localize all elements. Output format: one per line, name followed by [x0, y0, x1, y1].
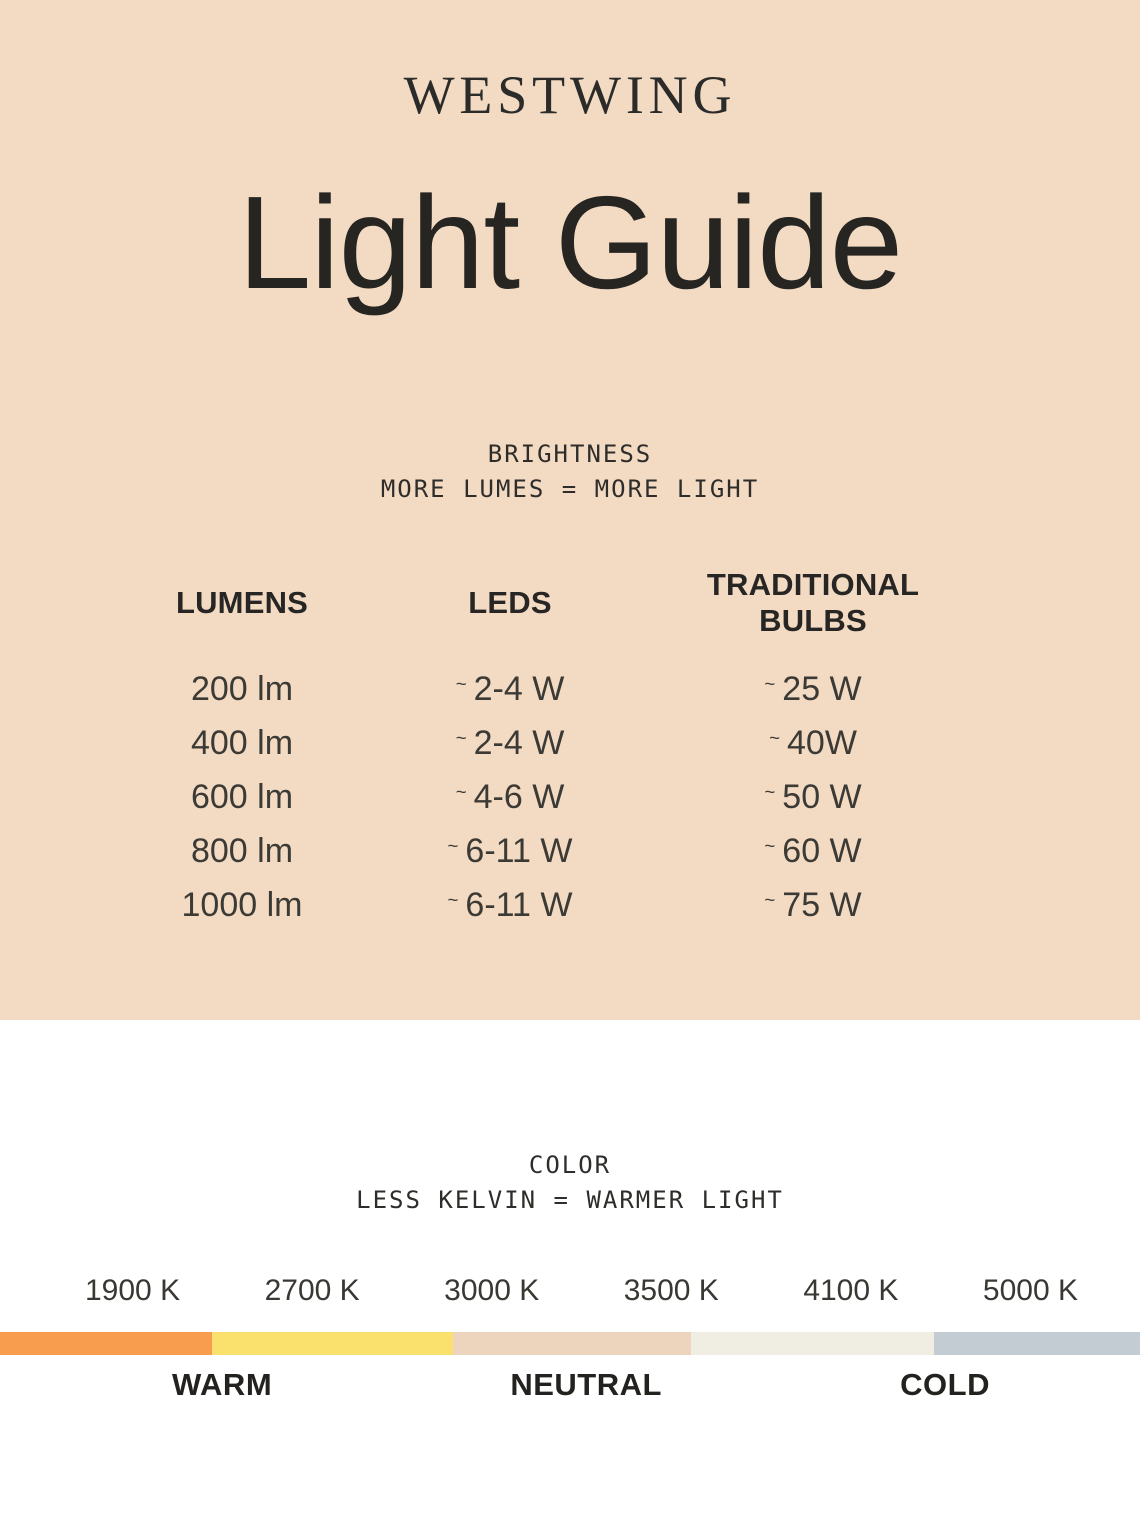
scale-segment-warm-yellow — [212, 1332, 453, 1355]
approx-symbol: ~ — [455, 727, 467, 749]
approx-symbol: ~ — [769, 727, 780, 749]
traditional-watts-value: ~ 50 W — [764, 778, 862, 817]
col-header-traditional-bulbs: TRADITIONAL BULBS — [706, 566, 920, 638]
scale-segment-neutral-cream — [691, 1332, 934, 1355]
lumens-value: 800 lm — [190, 832, 294, 871]
led-watts-value: ~ 2-4 W — [455, 670, 565, 709]
scale-segment-cold-bluegray — [934, 1332, 1140, 1355]
scale-segment-neutral-tan — [453, 1332, 691, 1355]
traditional-watts-value: ~ 25 W — [764, 670, 862, 709]
temperature-labels-row — [0, 1367, 1140, 1403]
brand-logo: WESTWING — [403, 65, 737, 125]
approx-symbol: ~ — [764, 835, 776, 857]
col-header-leds: LEDS — [468, 584, 552, 620]
led-watts-value: ~ 4-6 W — [455, 778, 565, 817]
col-header-lumens: LUMENS — [175, 584, 309, 620]
lumens-comparison-table — [140, 567, 1000, 933]
table-row — [140, 879, 1000, 933]
scale-segment-warm-orange — [0, 1332, 212, 1355]
table-row — [140, 717, 1000, 771]
kelvin-label-2700: 2700 K — [264, 1273, 360, 1307]
temperature-label-neutral: NEUTRAL — [510, 1366, 662, 1402]
color-subheading: LESS KELVIN = WARMER LIGHT — [356, 1185, 784, 1214]
brightness-subheading: MORE LUMES = MORE LIGHT — [380, 475, 760, 504]
page-title: Light Guide — [237, 169, 903, 317]
table-row — [140, 825, 1000, 879]
kelvin-labels-row — [0, 1274, 1140, 1308]
approx-symbol: ~ — [447, 835, 459, 857]
kelvin-scale-bar — [0, 1332, 1140, 1355]
approx-symbol: ~ — [764, 889, 776, 911]
brightness-heading: BRIGHTNESS — [487, 440, 653, 469]
traditional-watts-value: ~ 40W — [769, 724, 857, 763]
approx-symbol: ~ — [455, 781, 467, 803]
brightness-intro — [0, 437, 1140, 507]
kelvin-label-3000: 3000 K — [444, 1273, 540, 1307]
approx-symbol: ~ — [764, 781, 776, 803]
table-body — [140, 663, 1000, 933]
color-temperature-section — [0, 1020, 1140, 1520]
approx-symbol: ~ — [447, 889, 459, 911]
traditional-watts-value: ~ 60 W — [764, 832, 862, 871]
led-watts-value: ~ 6-11 W — [447, 832, 573, 871]
lumens-value: 1000 lm — [181, 886, 303, 925]
table-row — [140, 771, 1000, 825]
table-header-row — [140, 567, 1000, 639]
traditional-watts-value: ~ 75 W — [764, 886, 862, 925]
approx-symbol: ~ — [455, 673, 467, 695]
approx-symbol: ~ — [764, 673, 776, 695]
lumens-value: 600 lm — [190, 778, 294, 817]
lumens-value: 200 lm — [190, 670, 294, 709]
lumens-value: 400 lm — [190, 724, 294, 763]
led-watts-value: ~ 2-4 W — [455, 724, 565, 763]
kelvin-label-1900: 1900 K — [85, 1273, 181, 1307]
color-intro — [0, 1020, 1140, 1218]
table-row — [140, 663, 1000, 717]
led-watts-value: ~ 6-11 W — [447, 886, 573, 925]
color-heading: COLOR — [528, 1151, 612, 1179]
kelvin-label-5000: 5000 K — [982, 1273, 1078, 1307]
temperature-label-cold: COLD — [900, 1366, 990, 1402]
temperature-label-warm: WARM — [172, 1366, 273, 1402]
kelvin-label-4100: 4100 K — [803, 1273, 899, 1307]
kelvin-label-3500: 3500 K — [623, 1273, 719, 1307]
